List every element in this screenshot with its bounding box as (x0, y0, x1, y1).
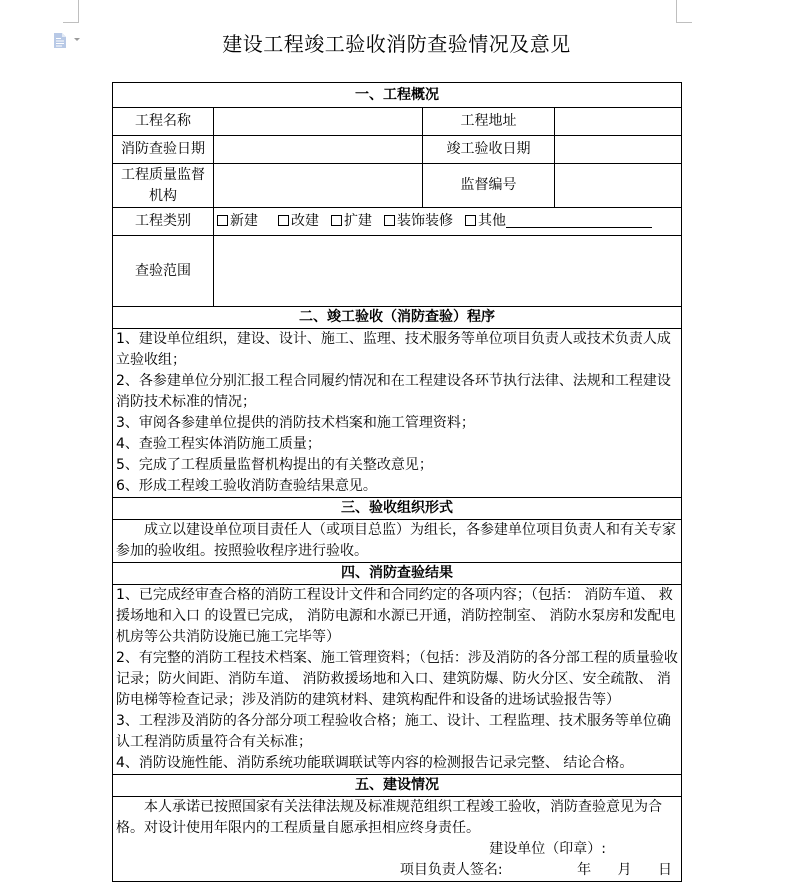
day-label: 日 (658, 862, 672, 878)
label-inspection-date: 消防查验日期 (113, 136, 214, 164)
construction-statement (113, 797, 682, 882)
field-supervision-number[interactable] (555, 164, 682, 208)
checkbox-icon (465, 215, 476, 226)
label-supervision-agency: 工程质量监督机构 (113, 164, 214, 208)
procedure-list (113, 329, 682, 498)
field-project-address[interactable] (555, 108, 682, 136)
checkbox-other[interactable] (465, 211, 652, 232)
section-heading-results: 四、消防查验结果 (113, 563, 682, 585)
result-item: 4、消防设施性能、消防系统功能联调联试等内容的检测报告记录完整、 结论合格。 (116, 755, 634, 771)
procedure-item: 5、完成了工程质量监督机构提出的有关整改意见； (116, 457, 433, 473)
label-project-name: 工程名称 (113, 108, 214, 136)
procedure-item: 2、各参建单位分别汇报工程合同履约情况和在工程建设各环节执行法律、法规和工程建设消防技术标准的情况； (116, 373, 671, 410)
inspection-form-table (112, 82, 682, 882)
label-inspection-scope: 查验范围 (113, 236, 214, 307)
checkbox-label: 新建 (230, 213, 258, 229)
field-supervision-agency[interactable] (214, 164, 423, 208)
commitment-text: 本人承诺已按照国家有关法律法规及标准规范组织工程竣工验收，消防查验意见为合格。对设计使用年限内的工程质量自愿承担相应终身责任。 (116, 799, 662, 836)
label-completion-date: 竣工验收日期 (423, 136, 555, 164)
checkbox-extension[interactable] (331, 211, 372, 232)
page-corner-mark-left (63, 0, 79, 23)
checkbox-label: 扩建 (344, 213, 372, 229)
label-project-address: 工程地址 (423, 108, 555, 136)
result-item: 2、有完整的消防工程技术档案、施工管理资料；（包括：涉及消防的各分部工程的质量验收记录；防火间距、消防车道、 消防救援场地和入口、建筑防爆、防火分区、安全疏散、 消防电梯等检查记录；涉及消防的建筑材料、建筑构配件和设备的进场试验报告等） (116, 650, 678, 708)
result-item: 1、已完成经审查合格的消防工程设计文件和合同约定的各项内容；（包括： 消防车道、 救援场地和入口 的设置已完成， 消防电源和水源已开通，消防控制室、 消防水泵房和发配电机房等公共消防设施已施工完毕等） (116, 587, 676, 645)
procedure-item: 1、建设单位组织，建设、设计、施工、监理、技术服务等单位项目负责人或技术负责人成立验收组； (116, 331, 671, 368)
procedure-item: 4、查验工程实体消防施工质量； (116, 436, 321, 452)
checkbox-new-build[interactable] (217, 211, 258, 232)
label-supervision-number: 监督编号 (423, 164, 555, 208)
results-list (113, 585, 682, 775)
checkbox-label: 改建 (291, 213, 319, 229)
checkbox-icon (331, 215, 342, 226)
section-heading-overview: 一、工程概况 (113, 83, 682, 108)
date-fields (507, 862, 672, 878)
checkbox-icon (217, 215, 228, 226)
page-corner-mark-right (676, 0, 692, 23)
field-inspection-scope[interactable] (214, 236, 682, 307)
checkbox-rebuild[interactable] (278, 211, 319, 232)
field-project-name[interactable] (214, 108, 423, 136)
year-label: 年 (577, 862, 592, 878)
checkbox-decoration[interactable] (384, 211, 453, 232)
label-project-category: 工程类别 (113, 208, 214, 236)
signature-row (116, 860, 678, 881)
checkbox-icon (278, 215, 289, 226)
field-inspection-date[interactable] (214, 136, 423, 164)
document-title: 建设工程竣工验收消防查验情况及意见 (222, 32, 571, 56)
section-heading-procedure: 二、竣工验收（消防查验）程序 (113, 307, 682, 329)
other-category-input[interactable] (506, 212, 652, 228)
checkbox-label: 其他 (478, 213, 506, 229)
result-item: 3、工程涉及消防的各分部分项工程验收合格；施工、设计、工程监理、技术服务等单位确认工程消防质量符合有关标准； (116, 713, 671, 750)
procedure-item: 6、形成工程竣工验收消防查验结果意见。 (116, 478, 377, 494)
field-completion-date[interactable] (555, 136, 682, 164)
project-category-options (214, 208, 682, 236)
organization-text: 成立以建设单位项目责任人（或项目总监）为组长，各参建单位项目负责人和有关专家参加的验收组。按照验收程序进行验收。 (113, 520, 682, 563)
procedure-item: 3、审阅各参建单位提供的消防技术档案和施工管理资料； (116, 415, 475, 431)
month-label: 月 (617, 862, 632, 878)
seal-label: 建设单位（印章）: (489, 841, 606, 857)
checkbox-label: 装饰装修 (397, 213, 453, 229)
section-heading-organization: 三、验收组织形式 (113, 498, 682, 520)
section-heading-construction: 五、建设情况 (113, 775, 682, 797)
signature-label: 项目负责人签名: (399, 862, 503, 878)
checkbox-icon (384, 215, 395, 226)
